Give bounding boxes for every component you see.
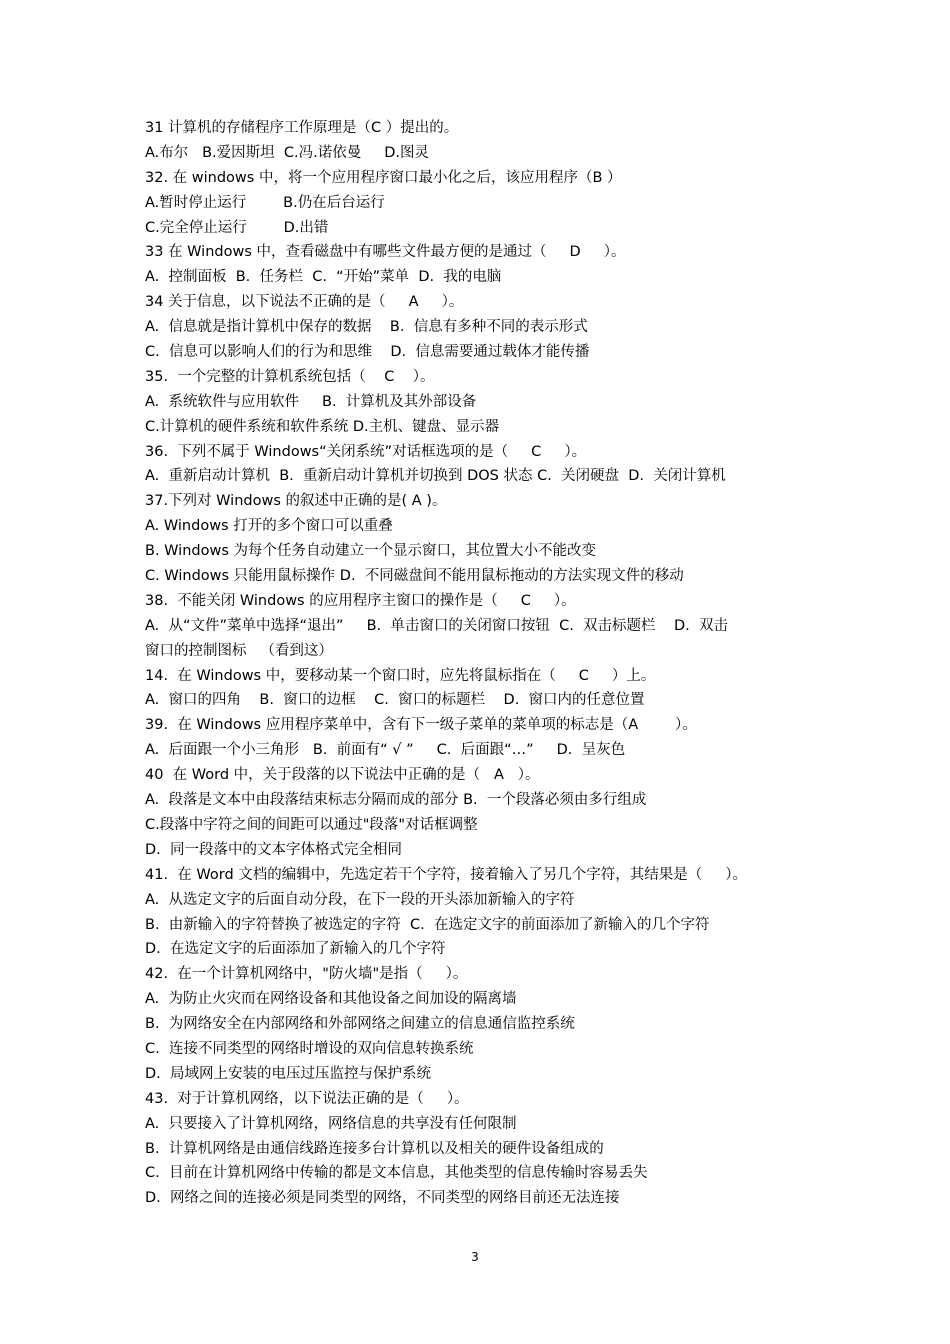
text-line: C.完全停止运行 D.出错 [145, 219, 329, 236]
text-line: 35. 一个完整的计算机系统包括（ C ）。 [145, 368, 435, 385]
text-line: A. 后面跟一个小三角形 B. 前面有“ √ ” C. 后面跟“…” D. 呈灰色 [145, 742, 626, 759]
text-line: 32. 在 windows 中，将一个应用程序窗口最小化之后，该应用程序（B ） [145, 169, 622, 186]
text-line: A.布尔 B.爱因斯坦 C.冯.诺依曼 D.图灵 [145, 144, 430, 161]
text-line: C.段落中字符之间的间距可以通过"段落"对话框调整 [145, 816, 478, 833]
text-line: D. 网络之间的连接必须是同类型的网络，不同类型的网络目前还无法连接 [145, 1190, 620, 1207]
text-line: A. 只要接入了计算机网络，网络信息的共享没有任何限制 [145, 1115, 517, 1132]
text-line: 窗口的控制图标 （看到这） [145, 642, 333, 659]
text-line: 42. 在一个计算机网络中，"防火墙"是指（ ）。 [145, 966, 468, 983]
text-line: A.暂时停止运行 B.仍在后台运行 [145, 194, 385, 211]
text-line: A. 段落是文本中由段落结束标志分隔而成的部分 B. 一个段落必须由多行组成 [145, 792, 647, 809]
text-line: B. Windows 为每个任务自动建立一个显示窗口，其位置大小不能改变 [145, 543, 596, 560]
text-line: A. 系统软件与应用软件 B. 计算机及其外部设备 [145, 393, 477, 410]
text-line: 39. 在 Windows 应用程序菜单中，含有下一级子菜单的菜单项的标志是（A ）。 [145, 717, 697, 734]
text-line: A. Windows 打开的多个窗口可以重叠 [145, 518, 393, 535]
text-line: D. 局域网上安装的电压过压监控与保护系统 [145, 1065, 431, 1082]
question-list [145, 116, 815, 1211]
text-line: A. 信息就是指计算机中保存的数据 B. 信息有多种不同的表示形式 [145, 319, 588, 336]
text-line: 14. 在 Windows 中，要移动某一个窗口时，应先将鼠标指在（ C ）上。 [145, 667, 656, 684]
text-line: A. 控制面板 B. 任务栏 C. “开始”菜单 D. 我的电脑 [145, 269, 502, 286]
text-line: C. Windows 只能用鼠标操作 D. 不同磁盘间不能用鼠标拖动的方法实现文件的移动 [145, 568, 684, 585]
text-line: A. 重新启动计算机 B. 重新启动计算机并切换到 DOS 状态 C. 关闭硬盘 D. 关闭计算机 [145, 468, 726, 485]
text-line: 43. 对于计算机网络，以下说法正确的是（ ）。 [145, 1090, 469, 1107]
text-line: 31 计算机的存储程序工作原理是（C ）提出的。 [145, 120, 459, 136]
text-line: A. 从“文件”菜单中选择“退出” B. 单击窗口的关闭窗口按钮 C. 双击标题栏 D. 双击 [145, 617, 728, 634]
text-line: D. 同一段落中的文本字体格式完全相同 [145, 841, 402, 858]
text-line: C.计算机的硬件系统和软件系统 D.主机、键盘、显示器 [145, 418, 500, 435]
text-line: B. 由新输入的字符替换了被选定的字符 C. 在选定文字的前面添加了新输入的几个字符 [145, 916, 710, 933]
text-line: 41. 在 Word 文档的编辑中，先选定若干个字符，接着输入了另几个字符，其结果是（ ）。 [145, 866, 748, 883]
page-number: 3 [471, 1250, 479, 1264]
text-line: A. 从选定文字的后面自动分段，在下一段的开头添加新输入的字符 [145, 891, 575, 908]
text-line: B. 为网络安全在内部网络和外部网络之间建立的信息通信监控系统 [145, 1016, 575, 1033]
text-line: C. 目前在计算机网络中传输的都是文本信息，其他类型的信息传输时容易丢失 [145, 1165, 648, 1182]
text-line: 38. 不能关闭 Windows 的应用程序主窗口的操作是（ C ）。 [145, 592, 576, 609]
text-line: 36. 下列不属于 Windows“关闭系统”对话框选项的是（ C ）。 [145, 443, 587, 460]
text-line: A. 窗口的四角 B. 窗口的边框 C. 窗口的标题栏 D. 窗口内的任意位置 [145, 692, 645, 709]
text-line: C. 信息可以影响人们的行为和思维 D. 信息需要通过载体才能传播 [145, 344, 590, 361]
text-line: B. 计算机网络是由通信线路连接多台计算机以及相关的硬件设备组成的 [145, 1140, 604, 1157]
text-line: C. 连接不同类型的网络时增设的双向信息转换系统 [145, 1040, 474, 1057]
text-line: 37.下列对 Windows 的叙述中正确的是( A )。 [145, 493, 447, 510]
text-line: D. 在选定文字的后面添加了新输入的几个字符 [145, 941, 446, 958]
text-line: 33 在 Windows 中，查看磁盘中有哪些文件最方便的是通过（ D ）。 [145, 244, 626, 261]
text-line: 40 在 Word 中，关于段落的以下说法中正确的是（ A ）。 [145, 767, 540, 784]
text-line: A. 为防止火灾而在网络设备和其他设备之间加设的隔离墙 [145, 991, 517, 1008]
text-line: 34 关于信息，以下说法不正确的是（ A ）。 [145, 294, 464, 311]
